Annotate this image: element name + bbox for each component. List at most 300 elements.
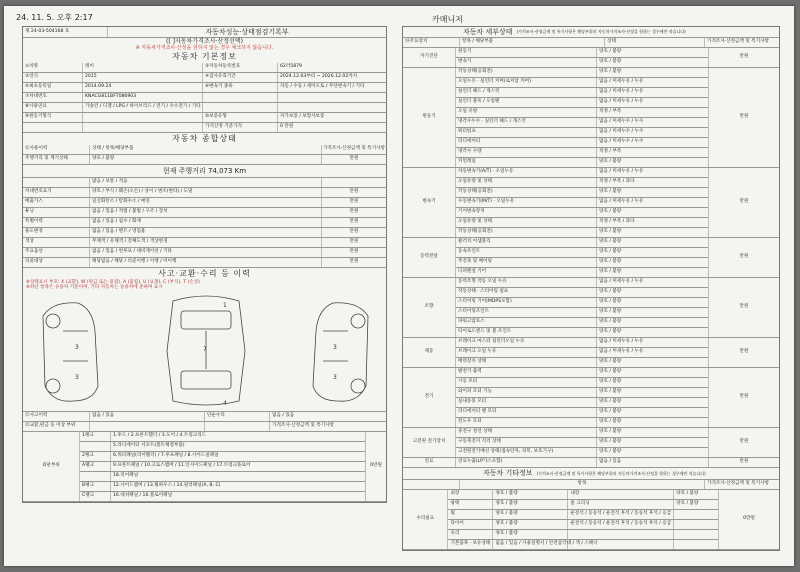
detail-item: 동력조향 작동 오일 누유 xyxy=(456,278,597,287)
left-column xyxy=(22,26,387,503)
detail-status: 양호 / 불량 xyxy=(599,249,622,255)
detail-group-note xyxy=(708,238,779,277)
overall-note: 만원 xyxy=(349,156,359,162)
detail-status: 양호 / 불량 xyxy=(599,369,622,375)
overall-status-title: 자동차 종합상태 xyxy=(172,134,237,143)
extra-b: 양호 / 불량 xyxy=(493,500,568,509)
extra-b: 양호 / 불량 xyxy=(493,490,568,499)
detail-item: 냉각수 수량 xyxy=(456,148,597,157)
overall-note xyxy=(322,178,386,187)
right-table xyxy=(402,26,780,551)
basic-row xyxy=(23,83,386,93)
detail-group-label xyxy=(403,428,456,457)
outer-row xyxy=(80,462,365,472)
basic-value2 xyxy=(278,93,386,102)
detail-status: 양호 / 불량 xyxy=(599,239,622,245)
overall-value: 일산화탄소 / 탄화수소 / 매연 xyxy=(90,198,322,207)
extra-c xyxy=(568,530,674,539)
detail-status: 양호 / 불량 xyxy=(599,319,622,325)
detail-item-row xyxy=(456,118,708,128)
detail-group xyxy=(403,368,779,428)
overall-label: 색상 xyxy=(23,238,90,247)
detail-item: 고전원전기배선 상태(접속단자, 피복, 보호기구) xyxy=(456,448,597,457)
detail-item: 윈도우 모터 xyxy=(456,418,597,427)
basic-label: ⑧사용연료 xyxy=(23,103,83,112)
extra-c xyxy=(568,540,674,549)
basic-label: ⑨원동기형식 xyxy=(23,113,83,122)
overall-row xyxy=(23,198,386,208)
basic-value2: 2024.12.03부터 ~ 2026.12.02까지 xyxy=(280,74,358,80)
extra-row xyxy=(448,510,718,520)
detail-group-note xyxy=(708,278,779,337)
detail-status: 양호 / 불량 xyxy=(599,399,622,405)
detail-status: 양호 / 불량 xyxy=(599,429,622,435)
basic-row xyxy=(23,113,386,123)
accident-value2: 없음 / 있음 xyxy=(272,413,295,419)
detail-item-row xyxy=(456,448,708,457)
detail-status: 양호 / 불량 xyxy=(599,359,622,365)
detail-item: 브레이크 마스터 실린더오일 누유 xyxy=(456,338,597,347)
overall-row xyxy=(23,228,386,238)
detail-status: 없음 / 미세누수 / 누수 xyxy=(599,139,644,145)
extra-b: 양호 / 불량 xyxy=(493,510,568,519)
outer-parts: 9.프론트패널 / 10.크로스멤버 / 11.인사이드패널 / 17.트렁크플로어 xyxy=(113,463,251,469)
overall-label: 배출가스 xyxy=(23,198,90,207)
detail-item-row xyxy=(456,88,708,98)
overall-label: 리콜대상 xyxy=(23,258,90,267)
overall-row xyxy=(23,178,386,188)
mileage-row xyxy=(23,165,386,178)
left-table xyxy=(22,26,387,503)
detail-item-row xyxy=(456,178,708,188)
basic-label xyxy=(23,123,83,132)
detail-group-note xyxy=(708,338,779,367)
svg-text:3: 3 xyxy=(333,344,337,352)
detail-item-row xyxy=(456,288,708,298)
accident-history-title: 사고·교환·수리 등 이력 xyxy=(158,269,251,278)
detail-item: 시동 모터 xyxy=(456,378,597,387)
detail-item-row xyxy=(456,188,708,198)
detail-status: 양호 / 불량 xyxy=(599,379,622,385)
doc-number: 제 24-03-504168 호 xyxy=(23,27,108,37)
detail-group-name: 연료 xyxy=(424,459,434,465)
detail-item-row xyxy=(456,98,708,108)
detail-item-row xyxy=(456,338,708,348)
svg-text:4: 4 xyxy=(223,400,227,408)
detail-groups xyxy=(403,48,779,468)
extra-a: 광택 xyxy=(448,500,493,509)
detail-status: 양호 / 불량 xyxy=(599,449,622,455)
detail-group-label xyxy=(403,368,456,427)
outer-parts: 18.리어패널 xyxy=(113,473,139,479)
accident-value: 없음 / 있음 xyxy=(90,412,205,421)
detail-note-text: 만원 xyxy=(739,304,749,310)
doc-subtitle: ([ ]자동차가격조사·산정선택) xyxy=(166,38,243,45)
extra-header xyxy=(403,480,779,490)
detail-item: 작동상태 · 스티어링 펌프 xyxy=(456,288,597,297)
detail-item-row xyxy=(456,128,708,138)
outer-rank: A랭크 xyxy=(80,462,111,471)
detail-status: 양호 / 불량 xyxy=(599,409,622,415)
detail-status: 적정 / 부족 xyxy=(599,149,622,155)
detail-group xyxy=(403,68,779,168)
basic-value: 2014.09.24 xyxy=(83,83,203,92)
basic-value: KNACG811BFT086903 xyxy=(83,93,203,102)
extra-a: 기본품목 · 보유상태 xyxy=(448,540,493,549)
svg-text:1: 1 xyxy=(223,302,227,310)
detail-group-name: 전기 xyxy=(424,394,434,400)
detail-item: 발전기 출력 xyxy=(456,368,597,377)
outer-rank xyxy=(80,442,111,451)
detail-status: 없음 / 미세누유 / 누유 xyxy=(599,349,644,355)
detail-item: 작동상태(공회전) xyxy=(456,68,597,77)
detail-item: 연료누출(LP가스포함) xyxy=(456,458,597,467)
basic-label2: ⑥변속기 종류 xyxy=(203,83,278,92)
outer-rank xyxy=(80,472,111,481)
detail-item: 실린더 블록 / 오일팬 xyxy=(456,98,597,107)
detail-item-row xyxy=(456,388,708,398)
extra-group xyxy=(403,490,779,550)
detail-status: 적정 / 부족 / 과다 xyxy=(599,219,635,225)
detail-group xyxy=(403,458,779,468)
outer-parts: 16.대쉬패널 / 16.플로어패널 xyxy=(113,493,173,499)
extra-d xyxy=(674,510,718,519)
detail-status: 양호 / 불량 xyxy=(599,389,622,395)
detail-group-label xyxy=(403,278,456,337)
overall-label: 특별이력 xyxy=(23,218,90,227)
outer-rank: C랭크 xyxy=(80,492,111,501)
basic-label: ⑦차대번호 xyxy=(23,93,83,102)
inspection-document xyxy=(4,6,794,566)
detail-item: 구동축전지 격리 상태 xyxy=(456,438,597,447)
extra-d xyxy=(674,540,718,549)
basic-label: ③연식 xyxy=(23,73,83,82)
detail-item: 기어변속장치 xyxy=(456,208,597,217)
extra-price: 0만원 xyxy=(718,490,779,549)
basic-label2 xyxy=(203,103,278,112)
outer-panel-rows xyxy=(80,432,365,501)
detail-status: 없음 / 미세누유 / 누유 xyxy=(599,339,644,345)
detail-item: 배력장치 상태 xyxy=(456,358,597,367)
detail-item: 원동기 xyxy=(456,48,597,57)
detail-item-row xyxy=(456,318,708,328)
extra-rows xyxy=(448,490,718,549)
outer-parts: 6.쿼터패널(리어휀더) / 7.루프패널 / 8.사이드실패널 xyxy=(113,453,219,459)
detail-item: 실린더 헤드 / 개스킷 xyxy=(456,88,597,97)
detail-item-row xyxy=(456,138,708,148)
detail-item: 스티어링조인트 xyxy=(456,308,597,317)
basic-label2: ④검사유효기간 xyxy=(203,73,278,82)
detail-item-row xyxy=(456,48,708,58)
basic-label2 xyxy=(203,93,278,102)
extra-row xyxy=(448,520,718,530)
overall-note: 만원 xyxy=(349,189,359,195)
detail-group-note xyxy=(708,168,779,237)
detail-item: 오일누유 · 실린더 커버(로커암 커버) xyxy=(456,78,597,87)
basic-label2: ⑩보증유형 xyxy=(203,113,278,122)
detail-group-body xyxy=(456,368,708,427)
detail-item-row xyxy=(456,198,708,208)
overall-value: 많음 / 보통 / 적음 xyxy=(90,178,322,187)
extra-b: 양호 / 불량 xyxy=(493,520,568,529)
detail-group-name: 동력전달 xyxy=(420,254,438,260)
detail-item-row xyxy=(456,408,708,418)
detail-status: 양호 / 불량 xyxy=(599,289,622,295)
detail-status: 없음 / 미세누유 / 누유 xyxy=(599,169,644,175)
extra-a: 휠 xyxy=(448,510,493,519)
detail-group-label xyxy=(403,338,456,367)
basic-info-table xyxy=(23,63,386,133)
basic-value2 xyxy=(278,103,386,112)
extra-head-item: 항목 xyxy=(460,480,705,489)
basic-info-title: 자동차 기본정보 xyxy=(172,52,237,61)
detail-item: 등속조인트 xyxy=(456,248,597,257)
detail-note-text: 만원 xyxy=(739,114,749,120)
detail-group-note xyxy=(708,68,779,167)
detail-status: 없음 / 미세누수 / 누수 xyxy=(599,119,644,125)
accident-label2: 단순수리 xyxy=(205,412,270,421)
overall-value: 양호 / 부식 / 훼손(오손) / 상이 / 변조(변타) / 도말 xyxy=(90,188,322,197)
detail-item: 작동상태(공회전) xyxy=(456,188,597,197)
basic-value xyxy=(83,123,203,132)
site-name: 카매니저 xyxy=(432,15,463,24)
detail-status: 없음 / 미세누유 / 누유 xyxy=(599,89,644,95)
detail-item-row xyxy=(456,458,708,467)
extra-subtitle: (가격조사·산정금액 및 특기사항은 해당부위의 자동차가격조사·산정을 원하는 경우에만 적습니다) xyxy=(536,470,706,476)
detail-item: 와이퍼 모터 기능 xyxy=(456,388,597,397)
detail-group-label xyxy=(403,458,456,467)
detail-group-body xyxy=(456,338,708,367)
detail-status: 없음 / 미세누유 / 누유 xyxy=(599,99,644,105)
detail-status: 양호 / 불량 xyxy=(599,209,622,215)
detail-title-row xyxy=(403,27,779,38)
notice-text: ※ 자동차가격조사·산정을 원하지 않는 경우 체크하지 않습니다. xyxy=(135,45,274,51)
outer-rank: 1랭크 xyxy=(80,432,111,441)
detail-note-text: 만원 xyxy=(739,349,749,355)
detail-status: 양호 / 불량 xyxy=(599,189,622,195)
basic-row xyxy=(23,63,386,73)
basic-label: ⑤최초등록일 xyxy=(23,83,83,92)
detail-item: 디퍼렌셜 기어 xyxy=(456,268,597,277)
extra-b: 양호 / 불량 xyxy=(493,530,568,539)
outer-rank: B랭크 xyxy=(80,482,111,491)
detail-status: 양호 / 불량 xyxy=(599,419,622,425)
accident-notes xyxy=(23,280,386,291)
detail-item-row xyxy=(456,108,708,118)
overall-note: 만원 xyxy=(349,199,359,205)
accident-label2 xyxy=(205,422,270,431)
basic-value2: 0 만원 xyxy=(280,124,294,130)
detail-status: 양호 / 불량 xyxy=(599,329,622,335)
detail-item: 실내송풍 모터 xyxy=(456,398,597,407)
detail-group-body xyxy=(456,278,708,337)
overall-label: 용도변경 xyxy=(23,228,90,237)
detail-status: 양호 / 불량 xyxy=(599,439,622,445)
detail-note-text: 만원 xyxy=(739,459,749,465)
accident-row xyxy=(23,422,386,432)
detail-group-name: 고전원 전기장치 xyxy=(412,439,446,445)
basic-value: 2015 xyxy=(83,73,203,82)
detail-item-row xyxy=(456,368,708,378)
detail-item-row xyxy=(456,308,708,318)
extra-d: 양호 / 불량 xyxy=(676,491,699,497)
accident-note: ※상태표시 부호: X (교환), W (판금 또는 용접), A (흠집), U (요철), C (부식), T (손상) xyxy=(26,280,200,285)
outer-row xyxy=(80,442,365,452)
detail-group-label xyxy=(403,238,456,277)
detail-item-row xyxy=(456,328,708,337)
detail-item-row xyxy=(456,218,708,228)
detail-group-name: 변속기 xyxy=(422,199,436,205)
detail-header xyxy=(403,38,779,48)
accident-note: ※하단 항목은 승용차 기준이며, 기타 자동차는 승용차에 준하여 표시 xyxy=(26,284,163,290)
detail-item-row xyxy=(456,398,708,408)
detail-item: 오일유량 및 상태 xyxy=(456,218,597,227)
outer-parts: 12.사이드멤버 / 13.휠하우스 / 14.필러패널(A, B, C) xyxy=(113,483,221,489)
detail-note-text: 만원 xyxy=(739,199,749,205)
detail-item-row xyxy=(456,68,708,78)
detail-status: 없음 / 있음 xyxy=(599,459,622,465)
detail-group xyxy=(403,338,779,368)
detail-group-body xyxy=(456,48,708,67)
outer-price: 0만원 xyxy=(365,432,386,501)
head-status: 상태 xyxy=(605,38,705,47)
detail-status: 없음 / 미세누수 / 누수 xyxy=(599,129,644,135)
detail-group-label xyxy=(403,68,456,167)
accident-rows xyxy=(23,412,386,432)
detail-item: 파워고압호스 xyxy=(456,318,597,327)
extra-title-row xyxy=(403,468,779,480)
extra-c: 내장 xyxy=(568,490,674,499)
detail-item-row xyxy=(456,438,708,448)
extra-c: 룸 크리닝 xyxy=(568,500,674,509)
detail-status: 양호 / 불량 xyxy=(599,229,622,235)
extra-b: 없음 / 있음 / 사용설명서 / 안전삼각대 / 잭 / 스패너 xyxy=(493,540,568,549)
extra-row xyxy=(448,540,718,549)
basic-label2: 가격산정 기준가격 xyxy=(203,123,278,132)
detail-status: 없음 / 미세누유 / 누유 xyxy=(599,279,644,285)
detail-item: 워터펌프 xyxy=(456,128,597,137)
detail-item-row xyxy=(456,248,708,258)
head-note: 가격조사·산정금액 및 특기사항 xyxy=(707,39,770,45)
detail-item: 자동변속기(A/T) · 오일누유 xyxy=(456,168,597,177)
extra-title: 자동차 기타정보 xyxy=(483,469,533,477)
outer-row xyxy=(80,432,365,442)
detail-item-row xyxy=(456,278,708,288)
svg-text:7: 7 xyxy=(203,346,207,354)
detail-status: 양호 / 불량 xyxy=(599,69,622,75)
detail-group-label xyxy=(403,168,456,237)
detail-item-row xyxy=(456,378,708,388)
detail-group-name: 제동 xyxy=(424,349,434,355)
detail-group-note xyxy=(708,428,779,457)
doc-number-row xyxy=(23,27,386,38)
extra-repair-label: 수리필요 xyxy=(403,490,448,549)
detail-item-row xyxy=(456,268,708,277)
detail-group-body xyxy=(456,458,708,467)
basic-label2: ②자동차등록번호 xyxy=(203,63,278,72)
overall-label: 튜닝 xyxy=(23,208,90,217)
detail-status: 양호 / 불량 xyxy=(599,269,622,275)
detail-group xyxy=(403,428,779,458)
detail-item: 오일유량 및 상태 xyxy=(456,178,597,187)
overall-row xyxy=(23,218,386,228)
head-device: ⑭주요장치 xyxy=(403,38,460,47)
detail-item-row xyxy=(456,358,708,367)
detail-item-row xyxy=(456,78,708,88)
extra-row xyxy=(448,530,718,540)
detail-item: 스티어링 기어(MDPS포함) xyxy=(456,298,597,307)
overall-note: 가격조사·산정금액 및 특기사항 xyxy=(322,146,386,152)
overall-value: 없음 / 있음 / 침수 / 화재 xyxy=(90,218,322,227)
extra-a: 유리 xyxy=(448,530,493,539)
detail-item: 수동변속기(M/T) · 오일누유 xyxy=(456,198,597,207)
accident-label: ⑫사고이력 xyxy=(23,412,90,421)
mileage-text: 현재 주행거리 74,073 Km xyxy=(162,166,247,175)
overall-row xyxy=(23,155,386,165)
detail-group xyxy=(403,168,779,238)
outer-row xyxy=(80,452,365,462)
overall-note: 만원 xyxy=(349,209,359,215)
detail-note-text: 만원 xyxy=(739,439,749,445)
overall-value: 없음 / 있음 / 적법 / 불법 / 구조 / 장치 xyxy=(90,208,322,217)
detail-group-note xyxy=(708,458,779,467)
head-item: 항목 / 해당부품 xyxy=(460,38,605,47)
car-diagram-area xyxy=(23,291,386,412)
extra-d xyxy=(674,530,718,539)
outer-parts: 5.라디에이터 서포트(볼트체결부품) xyxy=(113,443,185,449)
detail-item: 작동상태(공회전) xyxy=(456,228,597,237)
detail-item: 브레이크 오일 누유 xyxy=(456,348,597,357)
detail-item: 라디에이터 팬 모터 xyxy=(456,408,597,417)
extra-d: 양호 / 불량 xyxy=(676,501,699,507)
accident-row xyxy=(23,412,386,422)
print-date: 24. 11. 5. 오후 2:17 xyxy=(16,13,93,22)
overall-row xyxy=(23,238,386,248)
overall-status-table xyxy=(23,145,386,268)
detail-item-row xyxy=(456,238,708,248)
detail-item: 오일 유량 xyxy=(456,108,597,117)
detail-item: 충전구 절연 상태 xyxy=(456,428,597,437)
detail-item: 변속기 xyxy=(456,58,597,67)
overall-value: 없음 / 있음 / 썬루프 / 네비게이션 / 기타 xyxy=(90,248,322,257)
overall-row xyxy=(23,188,386,198)
basic-value xyxy=(83,113,203,122)
detail-status: 양호 / 불량 xyxy=(599,259,622,265)
detail-status: 양호 / 불량 xyxy=(599,59,622,65)
basic-value: 레이 xyxy=(83,63,203,72)
basic-row xyxy=(23,93,386,103)
overall-row xyxy=(23,258,386,268)
detail-note-text: 만원 xyxy=(739,54,749,60)
detail-group-body xyxy=(456,168,708,237)
overall-label: ⑪사용이력 xyxy=(23,145,90,154)
overall-value: 상태 / 항목/해당부품 xyxy=(90,145,322,154)
basic-value: 가솔린 / 디젤 / LPG / 하이브리드 / 전기 / 수소전기 / 기타 xyxy=(83,103,203,112)
detail-item-row xyxy=(456,418,708,427)
detail-item-row xyxy=(456,298,708,308)
overall-row xyxy=(23,208,386,218)
extra-row xyxy=(448,500,718,510)
extra-row xyxy=(448,490,718,500)
accident-value2: 가격조사·산정금액 및 특기사항 xyxy=(272,423,335,429)
detail-group-note xyxy=(708,48,779,67)
outer-row xyxy=(80,482,365,492)
detail-status: 적정 / 부족 xyxy=(599,109,622,115)
outer-rank: 2랭크 xyxy=(80,452,111,461)
detail-item-row xyxy=(456,228,708,237)
overall-value: 해당없음 / 해당 / 리콜이행 / 이행 / 미이행 xyxy=(90,258,322,267)
overall-row xyxy=(23,248,386,258)
